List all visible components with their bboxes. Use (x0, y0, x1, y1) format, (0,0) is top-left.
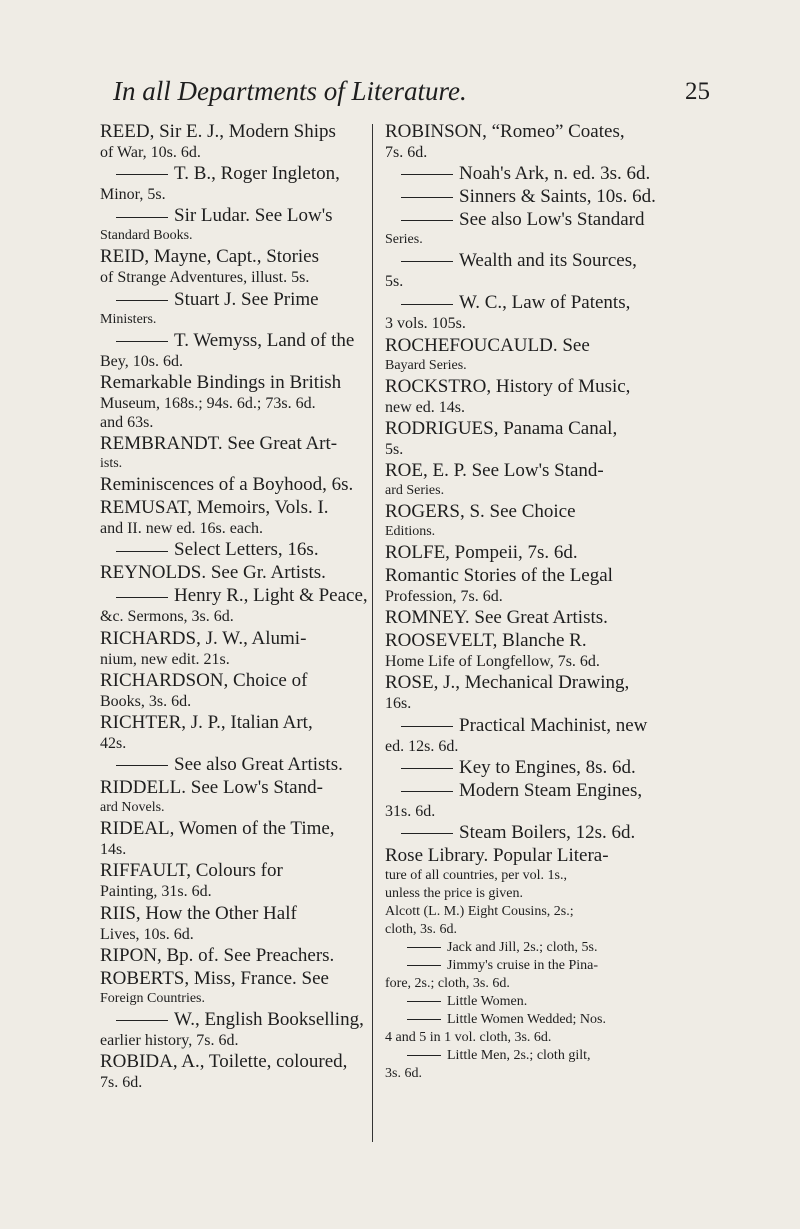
entry-line (385, 398, 670, 417)
entry-line (385, 231, 670, 249)
entry-text: &c. Sermons, 3s. 6d. (100, 608, 234, 626)
ditto-dash (401, 304, 453, 305)
entry-text: Ministers. (100, 311, 157, 327)
entry-text: Bayard Series. (385, 357, 467, 373)
entry-text: Reminiscences of a Boyhood, 6s. (100, 474, 354, 496)
entry-text: Bey, 10s. 6d. (100, 352, 183, 370)
entry-text: Steam Boilers, 12s. 6d. (459, 822, 636, 844)
entry-text: Key to Engines, 8s. 6d. (459, 756, 636, 778)
entry-line (100, 944, 368, 967)
entry-text: ROGERS, S. See Choice (385, 501, 576, 523)
entry-text: ROCHEFOUCAULD. See (385, 334, 590, 356)
entry-line (385, 291, 670, 314)
right-column (385, 120, 670, 1083)
entry-text: earlier history, 7s. 6d. (100, 1031, 239, 1049)
entry-line (385, 993, 670, 1011)
entry-text: ROBINSON, “Romeo” Coates, (385, 121, 625, 142)
entry-line (100, 561, 368, 584)
entry-text: Home Life of Longfellow, 7s. 6d. (385, 653, 600, 671)
entry-line (100, 799, 368, 817)
entry-text: REED, Sir E. J., Modern Ships (100, 121, 336, 142)
entry-line (385, 375, 670, 398)
entry-line (385, 417, 670, 440)
entry-text: Jack and Jill, 2s.; cloth, 5s. (447, 940, 598, 956)
entry-text: Little Women. (447, 994, 528, 1010)
entry-line (100, 882, 368, 901)
entry-line (100, 120, 368, 143)
entry-line (100, 1008, 368, 1031)
entry-text: Jimmy's cruise in the Pina- (447, 958, 599, 974)
entry-line (100, 329, 368, 352)
entry-text: REMBRANDT. See Great Art- (100, 433, 338, 455)
entry-text: REMUSAT, Memoirs, Vols. I. (100, 497, 329, 519)
entry-line (100, 538, 368, 561)
entry-text: Little Women Wedded; Nos. (447, 1012, 606, 1028)
entry-line (385, 482, 670, 500)
entry-text: Stuart J. See Prime (174, 288, 319, 310)
page-title: In all Departments of Literature. (113, 76, 467, 106)
entry-text: ROSE, J., Mechanical Drawing, (385, 672, 630, 694)
entry-line (100, 990, 368, 1008)
entry-line (100, 1073, 368, 1092)
ditto-dash (116, 765, 168, 766)
entry-text: and II. new ed. 16s. each. (100, 520, 264, 538)
entry-text: RICHARDSON, Choice of (100, 669, 308, 691)
entry-line (385, 143, 670, 162)
entry-line (100, 925, 368, 944)
entry-text: Modern Steam Engines, (459, 779, 643, 801)
ditto-dash (407, 1019, 441, 1020)
entry-line (100, 967, 368, 990)
entry-text: T. B., Roger Ingleton, (174, 163, 340, 185)
entry-line (100, 455, 368, 473)
entry-text: Books, 3s. 6d. (100, 692, 192, 710)
entry-line (100, 496, 368, 519)
entry-text: of War, 10s. 6d. (100, 144, 201, 161)
entry-text: 16s. (385, 695, 412, 713)
ditto-dash (407, 965, 441, 966)
entry-line (100, 371, 368, 394)
entry-line (385, 314, 670, 333)
entry-text: 4 and 5 in 1 vol. cloth, 3s. 6d. (385, 1030, 552, 1046)
entry-line (385, 921, 670, 939)
entry-text: of Strange Adventures, illust. 5s. (100, 269, 310, 287)
entry-line (385, 249, 670, 272)
entry-line (385, 185, 670, 208)
entry-line (385, 208, 670, 231)
entry-text: See also Low's Standard (459, 209, 645, 231)
entry-text: Romantic Stories of the Legal (385, 565, 613, 587)
entry-text: new ed. 14s. (385, 398, 465, 416)
entry-text: Alcott (L. M.) Eight Cousins, 2s.; (385, 904, 574, 920)
entry-text: fore, 2s.; cloth, 3s. 6d. (385, 976, 510, 992)
entry-text: RIDDELL. See Low's Stand- (100, 777, 323, 799)
entry-text: Foreign Countries. (100, 990, 205, 1006)
entry-line (385, 120, 670, 143)
entry-line (385, 629, 670, 652)
entry-line (385, 587, 670, 606)
entry-text: RICHTER, J. P., Italian Art, (100, 712, 313, 734)
entry-line (100, 669, 368, 692)
entry-text: Painting, 31s. 6d. (100, 883, 212, 901)
entry-line (385, 500, 670, 523)
entry-line (100, 627, 368, 650)
ditto-dash (401, 726, 453, 727)
entry-line (100, 859, 368, 882)
entry-line (100, 1031, 368, 1050)
entry-text: RIPON, Bp. of. See Preachers. (100, 944, 335, 966)
entry-text: Little Men, 2s.; cloth gilt, (447, 1048, 591, 1064)
entry-text: 31s. 6d. (385, 802, 436, 820)
entry-text: RIIS, How the Other Half (100, 902, 297, 924)
ditto-dash (401, 174, 453, 175)
entry-line (100, 227, 368, 245)
entry-text: ROE, E. P. See Low's Stand- (385, 460, 604, 482)
entry-text: ROBERTS, Miss, France. See (100, 967, 329, 989)
entry-text: Lives, 10s. 6d. (100, 925, 194, 943)
entry-line (385, 844, 670, 867)
ditto-dash (401, 833, 453, 834)
entry-text: unless the price is given. (385, 886, 524, 902)
entry-text: 7s. 6d. (385, 144, 428, 161)
entry-text: Rose Library. Popular Litera- (385, 845, 609, 867)
entry-line (385, 885, 670, 903)
entry-line (385, 939, 670, 957)
entry-text: REYNOLDS. See Gr. Artists. (100, 562, 326, 584)
entry-line (100, 776, 368, 799)
entry-text: ture of all countries, per vol. 1s., (385, 868, 567, 884)
entry-text: ROMNEY. See Great Artists. (385, 607, 608, 629)
entry-text: Standard Books. (100, 228, 193, 244)
entry-text: Minor, 5s. (100, 186, 166, 204)
entry-line (100, 473, 368, 496)
left-column (100, 120, 368, 1092)
entry-line (385, 541, 670, 564)
entry-line (385, 671, 670, 694)
entry-text: 5s. (385, 440, 404, 458)
entry-line (385, 802, 670, 821)
entry-text: W., English Bookselling, (174, 1008, 364, 1030)
entry-text: Noah's Ark, n. ed. 3s. 6d. (459, 163, 651, 185)
entry-text: RODRIGUES, Panama Canal, (385, 417, 618, 439)
entry-line (385, 523, 670, 541)
ditto-dash (407, 1055, 441, 1056)
entry-line (385, 1011, 670, 1029)
entry-text: 7s. 6d. (100, 1074, 143, 1092)
entry-text: ROLFE, Pompeii, 7s. 6d. (385, 542, 578, 564)
entry-line (100, 840, 368, 859)
entry-line (385, 737, 670, 756)
entry-line (100, 185, 368, 204)
entry-text: ists. (100, 456, 123, 472)
entry-text: Editions. (385, 524, 436, 540)
entry-line (100, 311, 368, 329)
entry-line (100, 519, 368, 538)
entry-line (385, 272, 670, 291)
entry-text: W. C., Law of Patents, (459, 292, 631, 314)
entry-text: See also Great Artists. (174, 754, 343, 776)
entry-line (385, 564, 670, 587)
entry-text: and 63s. (100, 414, 154, 432)
entry-text: Select Letters, 16s. (174, 539, 319, 561)
entry-text: Remarkable Bindings in British (100, 371, 342, 393)
entry-line (385, 652, 670, 671)
entry-line (385, 440, 670, 459)
entry-line (100, 143, 368, 162)
ditto-dash (401, 791, 453, 792)
column-divider (372, 124, 373, 1142)
entry-line (100, 734, 368, 753)
ditto-dash (116, 551, 168, 552)
entry-text: RIFFAULT, Colours for (100, 860, 283, 882)
entry-line (100, 692, 368, 711)
entry-line (385, 162, 670, 185)
running-header (110, 68, 710, 116)
entry-text: RIDEAL, Women of the Time, (100, 818, 335, 840)
entry-text: ROOSEVELT, Blanche R. (385, 630, 587, 652)
entry-text: REID, Mayne, Capt., Stories (100, 246, 320, 268)
entry-line (385, 756, 670, 779)
entry-text: Wealth and its Sources, (459, 250, 637, 272)
entry-line (385, 867, 670, 885)
entry-text: 42s. (100, 735, 127, 753)
ditto-dash (407, 947, 441, 948)
entry-line (385, 606, 670, 629)
ditto-dash (116, 1020, 168, 1021)
entry-text: ard Series. (385, 483, 445, 499)
entry-line (385, 821, 670, 844)
entry-text: T. Wemyss, Land of the (174, 329, 355, 351)
entry-text: cloth, 3s. 6d. (385, 922, 457, 938)
page-number: 25 (685, 78, 710, 105)
entry-text: 3 vols. 105s. (385, 315, 466, 333)
ditto-dash (116, 341, 168, 342)
entry-text: 14s. (100, 841, 127, 859)
entry-line (100, 204, 368, 227)
entry-line (100, 650, 368, 669)
ditto-dash (407, 1001, 441, 1002)
entry-line (385, 1047, 670, 1065)
entry-line (100, 1050, 368, 1073)
entry-line (100, 607, 368, 626)
entry-line (100, 394, 368, 413)
entry-line (100, 162, 368, 185)
entry-text: ard Novels. (100, 800, 165, 816)
entry-line (385, 357, 670, 375)
entry-text: Profession, 7s. 6d. (385, 588, 503, 606)
entry-text: RICHARDS, J. W., Alumi- (100, 627, 307, 649)
ditto-dash (401, 197, 453, 198)
entry-line (100, 245, 368, 268)
ditto-dash (401, 220, 453, 221)
entry-text: ed. 12s. 6d. (385, 737, 459, 755)
entry-line (385, 459, 670, 482)
entry-text: Henry R., Light & Peace, (174, 585, 368, 607)
entry-text: Practical Machinist, new (459, 714, 648, 736)
entry-line (100, 288, 368, 311)
entry-line (385, 1065, 670, 1083)
ditto-dash (116, 174, 168, 175)
entry-text: 5s. (385, 273, 404, 291)
entry-text: ROCKSTRO, History of Music, (385, 375, 631, 397)
entry-line (100, 753, 368, 776)
ditto-dash (116, 300, 168, 301)
entry-line (385, 903, 670, 921)
entry-line (385, 334, 670, 357)
entry-line (100, 268, 368, 287)
ditto-dash (116, 217, 168, 218)
entry-text: Series. (385, 232, 423, 248)
entry-text: Museum, 168s.; 94s. 6d.; 73s. 6d. (100, 394, 316, 412)
entry-line (100, 352, 368, 371)
entry-text: Sinners & Saints, 10s. 6d. (459, 186, 656, 208)
entry-line (100, 413, 368, 432)
ditto-dash (401, 261, 453, 262)
entry-line (100, 902, 368, 925)
entry-line (385, 1029, 670, 1047)
entry-line (100, 432, 368, 455)
entry-text: Sir Ludar. See Low's (174, 205, 333, 227)
entry-line (385, 975, 670, 993)
entry-line (385, 957, 670, 975)
entry-line (385, 694, 670, 713)
entry-line (100, 711, 368, 734)
entry-line (385, 714, 670, 737)
ditto-dash (401, 768, 453, 769)
entry-text: nium, new edit. 21s. (100, 650, 230, 668)
entry-text: 3s. 6d. (385, 1066, 422, 1082)
entry-text: ROBIDA, A., Toilette, coloured, (100, 1051, 348, 1073)
ditto-dash (116, 597, 168, 598)
entry-line (100, 817, 368, 840)
entry-line (385, 779, 670, 802)
entry-line (100, 584, 368, 607)
